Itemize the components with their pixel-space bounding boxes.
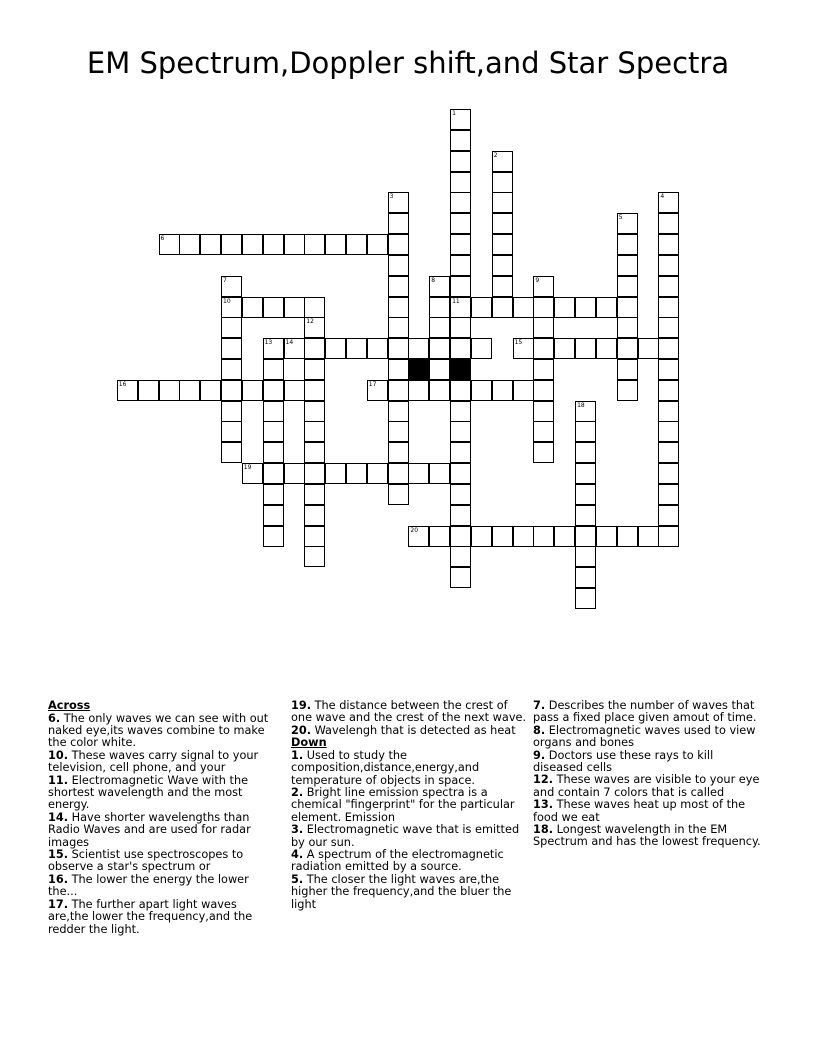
down-clue bbox=[533, 750, 765, 775]
crossword-cell[interactable] bbox=[658, 213, 679, 234]
crossword-cell[interactable] bbox=[471, 338, 492, 359]
clue-label: 14. bbox=[48, 810, 69, 824]
crossword-cell[interactable] bbox=[304, 463, 325, 484]
crossword-cell[interactable] bbox=[388, 442, 409, 463]
crossword-cell[interactable] bbox=[408, 526, 429, 547]
crossword-cell[interactable] bbox=[346, 234, 367, 255]
crossword-cell[interactable] bbox=[159, 234, 180, 255]
crossword-cell[interactable] bbox=[263, 463, 284, 484]
crossword-cell[interactable] bbox=[367, 380, 388, 401]
crossword-cell[interactable] bbox=[450, 317, 471, 338]
crossword-cell[interactable] bbox=[554, 297, 575, 318]
crossword-cell[interactable] bbox=[492, 151, 513, 172]
crossword-cell[interactable] bbox=[533, 276, 554, 297]
clue-label: 1. bbox=[291, 748, 304, 762]
clue-label: 2. bbox=[291, 786, 304, 800]
clue-number: 4 bbox=[660, 193, 665, 201]
crossword-cell[interactable] bbox=[450, 234, 471, 255]
crossword-cell[interactable] bbox=[263, 234, 284, 255]
crossword-cell[interactable] bbox=[450, 421, 471, 442]
crossword-cell[interactable] bbox=[429, 359, 450, 380]
crossword-cell[interactable] bbox=[513, 297, 534, 318]
crossword-cell[interactable] bbox=[304, 380, 325, 401]
crossword-cell[interactable] bbox=[554, 526, 575, 547]
clue-text: These waves are visible to your eye and contain 7 colors that is called bbox=[533, 773, 760, 799]
page-title: EM Spectrum,Doppler shift,and Star Spectra bbox=[86, 46, 730, 80]
down-clue bbox=[533, 774, 765, 799]
crossword-cell[interactable] bbox=[304, 421, 325, 442]
crossword-cell[interactable] bbox=[179, 234, 200, 255]
crossword-cell[interactable] bbox=[617, 297, 638, 318]
clue-number: 9 bbox=[535, 276, 540, 284]
crossword-cell[interactable] bbox=[658, 442, 679, 463]
across-clue bbox=[48, 899, 276, 936]
crossword-cell[interactable] bbox=[492, 255, 513, 276]
clue-number: 20 bbox=[410, 526, 419, 534]
crossword-cell[interactable] bbox=[388, 401, 409, 422]
crossword-cell[interactable] bbox=[658, 401, 679, 422]
crossword-cell[interactable] bbox=[492, 234, 513, 255]
crossword-cell[interactable] bbox=[658, 463, 679, 484]
across-heading: Across bbox=[48, 699, 91, 712]
clue-text: The lower the energy the lower the... bbox=[48, 872, 249, 899]
crossword-cell[interactable] bbox=[221, 401, 242, 422]
crossword-cell[interactable] bbox=[658, 234, 679, 255]
crossword-cell[interactable] bbox=[304, 526, 325, 547]
crossword-cell[interactable] bbox=[575, 442, 596, 463]
across-clue bbox=[48, 849, 276, 874]
crossword-cell[interactable] bbox=[284, 297, 305, 318]
crossword-cell[interactable] bbox=[658, 317, 679, 338]
crossword-cell[interactable] bbox=[513, 338, 534, 359]
crossword-cell[interactable] bbox=[263, 297, 284, 318]
crossword-cell[interactable] bbox=[658, 276, 679, 297]
crossword-cell[interactable] bbox=[429, 463, 450, 484]
down-clue bbox=[533, 799, 765, 824]
crossword-cell[interactable] bbox=[492, 380, 513, 401]
clue-text: Electromagnetic wave that is emitted by our sun. bbox=[291, 823, 520, 849]
clue-number: 18 bbox=[577, 401, 585, 409]
crossword-cell[interactable] bbox=[367, 234, 388, 255]
clue-number: 14 bbox=[285, 339, 294, 347]
crossword-cell[interactable] bbox=[658, 338, 679, 359]
clue-number: 12 bbox=[306, 318, 314, 326]
clue-label: 19. bbox=[291, 699, 312, 712]
crossword-cell[interactable] bbox=[263, 505, 284, 526]
crossword-cell[interactable] bbox=[284, 463, 305, 484]
crossword-cell[interactable] bbox=[221, 442, 242, 463]
crossword-cell[interactable] bbox=[221, 317, 242, 338]
clue-number: 5 bbox=[618, 214, 623, 222]
crossword-cell[interactable] bbox=[200, 380, 221, 401]
crossword-cell[interactable] bbox=[117, 380, 138, 401]
crossword-cell[interactable] bbox=[304, 484, 325, 505]
crossword-cell[interactable] bbox=[388, 192, 409, 213]
crossword-cell[interactable] bbox=[179, 380, 200, 401]
crossword-cell[interactable] bbox=[304, 401, 325, 422]
crossword-cell[interactable] bbox=[200, 234, 221, 255]
crossword-cell[interactable] bbox=[429, 297, 450, 318]
crossword-cell[interactable] bbox=[408, 338, 429, 359]
clue-label: 20. bbox=[291, 723, 312, 737]
crossword-cell[interactable] bbox=[575, 546, 596, 567]
crossword-cell[interactable] bbox=[221, 297, 242, 318]
clue-text: These waves carry signal to your television, cell phone, and your bbox=[48, 748, 259, 775]
crossword-cell[interactable] bbox=[638, 338, 659, 359]
crossword-cell[interactable] bbox=[263, 359, 284, 380]
crossword-cell[interactable] bbox=[221, 421, 242, 442]
crossword-cell[interactable] bbox=[658, 359, 679, 380]
clue-label: 5. bbox=[291, 872, 304, 886]
crossword-cell[interactable] bbox=[575, 484, 596, 505]
crossword-cell[interactable] bbox=[617, 234, 638, 255]
crossword-cell[interactable] bbox=[450, 109, 471, 130]
crossword-cell[interactable] bbox=[533, 338, 554, 359]
crossword-cell[interactable] bbox=[658, 421, 679, 442]
crossword-cell[interactable] bbox=[450, 546, 471, 567]
crossword-cell[interactable] bbox=[450, 338, 471, 359]
crossword-cell[interactable] bbox=[471, 526, 492, 547]
crossword-cell[interactable] bbox=[263, 401, 284, 422]
crossword-cell[interactable] bbox=[408, 463, 429, 484]
clue-label: 9. bbox=[533, 748, 546, 762]
crossword-cell[interactable] bbox=[617, 213, 638, 234]
crossword-cell[interactable] bbox=[408, 380, 429, 401]
crossword-cell[interactable] bbox=[221, 234, 242, 255]
crossword-cell[interactable] bbox=[575, 421, 596, 442]
crossword-cell[interactable] bbox=[263, 421, 284, 442]
crossword-cell[interactable] bbox=[450, 567, 471, 588]
crossword-cell[interactable] bbox=[388, 421, 409, 442]
crossword-cell[interactable] bbox=[263, 484, 284, 505]
clue-label: 17. bbox=[48, 897, 69, 911]
crossword-cell[interactable] bbox=[492, 276, 513, 297]
crossword-cell[interactable] bbox=[263, 526, 284, 547]
crossword-cell[interactable] bbox=[492, 297, 513, 318]
crossword-cell[interactable] bbox=[304, 505, 325, 526]
clues-column-1 bbox=[48, 700, 276, 936]
crossword-cell[interactable] bbox=[284, 234, 305, 255]
clue-label: 16. bbox=[48, 872, 69, 886]
crossword-cell[interactable] bbox=[304, 442, 325, 463]
crossword-cell[interactable] bbox=[388, 276, 409, 297]
clue-label: 8. bbox=[533, 723, 546, 737]
clues-column-3 bbox=[533, 700, 765, 849]
clue-text: Electromagnetic Wave with the shortest wavelength and the most energy. bbox=[48, 773, 249, 812]
crossword-cell[interactable] bbox=[325, 463, 346, 484]
crossword-cell[interactable] bbox=[388, 255, 409, 276]
clue-number: 11 bbox=[452, 297, 460, 305]
crossword-cell[interactable] bbox=[388, 380, 409, 401]
clue-number: 1 bbox=[452, 110, 456, 117]
crossword-cell[interactable] bbox=[325, 338, 346, 359]
down-clue bbox=[291, 849, 527, 874]
crossword-cell[interactable] bbox=[450, 192, 471, 213]
crossword-cell[interactable] bbox=[242, 297, 263, 318]
across-clue bbox=[48, 775, 276, 812]
crossword-cell[interactable] bbox=[429, 276, 450, 297]
crossword-cell[interactable] bbox=[263, 380, 284, 401]
crossword-cell[interactable] bbox=[304, 338, 325, 359]
crossword-cell[interactable] bbox=[263, 442, 284, 463]
crossword-cell[interactable] bbox=[429, 338, 450, 359]
clue-text: Have shorter wavelengths than Radio Waves and are used for radar images bbox=[48, 810, 251, 849]
crossword-cell[interactable] bbox=[658, 505, 679, 526]
crossword-cell[interactable] bbox=[575, 297, 596, 318]
crossword-cell[interactable] bbox=[450, 463, 471, 484]
across-clue bbox=[48, 874, 276, 899]
crossword-cell[interactable] bbox=[575, 463, 596, 484]
crossword-cell[interactable] bbox=[388, 213, 409, 234]
clue-label: 15. bbox=[48, 848, 69, 862]
clue-text: Doctors use these rays to kill diseased cells bbox=[533, 748, 714, 775]
crossword-cell[interactable] bbox=[658, 484, 679, 505]
crossword-block bbox=[450, 359, 471, 380]
clue-text: Scientist use spectroscopes to observe a star's spectrum or bbox=[48, 848, 244, 874]
across-clue bbox=[48, 812, 276, 849]
across-clue bbox=[291, 700, 527, 725]
crossword-cell[interactable] bbox=[221, 359, 242, 380]
crossword-cell[interactable] bbox=[450, 276, 471, 297]
crossword-cell[interactable] bbox=[492, 213, 513, 234]
crossword-cell[interactable] bbox=[492, 172, 513, 193]
clue-number: 2 bbox=[493, 151, 498, 159]
crossword-cell[interactable] bbox=[492, 526, 513, 547]
crossword-cell[interactable] bbox=[596, 297, 617, 318]
crossword-cell[interactable] bbox=[450, 526, 471, 547]
crossword-cell[interactable] bbox=[658, 297, 679, 318]
clue-label: 3. bbox=[291, 823, 304, 837]
crossword-cell[interactable] bbox=[575, 338, 596, 359]
crossword-cell[interactable] bbox=[450, 213, 471, 234]
clue-number: 17 bbox=[368, 380, 377, 388]
crossword-cell[interactable] bbox=[304, 359, 325, 380]
crossword-cell[interactable] bbox=[159, 380, 180, 401]
crossword-cell[interactable] bbox=[533, 401, 554, 422]
crossword-cell[interactable] bbox=[388, 317, 409, 338]
down-clue bbox=[291, 824, 527, 849]
crossword-cell[interactable] bbox=[450, 130, 471, 151]
crossword-cell[interactable] bbox=[533, 380, 554, 401]
crossword-cell[interactable] bbox=[304, 234, 325, 255]
clue-text: The closer the light waves are,the higher the frequency,and the bluer the light bbox=[291, 872, 512, 911]
crossword-cell[interactable] bbox=[450, 484, 471, 505]
crossword-cell[interactable] bbox=[346, 463, 367, 484]
clue-label: 6. bbox=[48, 711, 61, 725]
clue-label: 18. bbox=[533, 823, 554, 837]
crossword-block bbox=[408, 359, 429, 380]
clue-label: 12. bbox=[533, 773, 554, 787]
crossword-cell[interactable] bbox=[596, 338, 617, 359]
crossword-cell[interactable] bbox=[450, 172, 471, 193]
crossword-cell[interactable] bbox=[429, 380, 450, 401]
crossword-cell[interactable] bbox=[221, 380, 242, 401]
clue-text: These waves heat up most of the food we eat bbox=[533, 798, 746, 824]
crossword-cell[interactable] bbox=[325, 234, 346, 255]
down-clue bbox=[291, 874, 527, 911]
clue-label: 11. bbox=[48, 773, 69, 787]
down-clue bbox=[291, 750, 527, 787]
crossword-cell[interactable] bbox=[471, 297, 492, 318]
clue-number: 15 bbox=[514, 339, 523, 347]
crossword-cell[interactable] bbox=[346, 338, 367, 359]
crossword-cell[interactable] bbox=[554, 338, 575, 359]
crossword-cell[interactable] bbox=[617, 255, 638, 276]
crossword-cell[interactable] bbox=[617, 526, 638, 547]
clues-column-2 bbox=[291, 700, 527, 911]
crossword-cell[interactable] bbox=[450, 380, 471, 401]
across-clue bbox=[48, 750, 276, 775]
crossword-cell[interactable] bbox=[658, 526, 679, 547]
crossword-cell[interactable] bbox=[471, 380, 492, 401]
crossword-cell[interactable] bbox=[388, 359, 409, 380]
crossword-cell[interactable] bbox=[533, 359, 554, 380]
clue-text: The further apart light waves are,the lower the frequency,and the redder the light. bbox=[48, 897, 253, 936]
crossword-cell[interactable] bbox=[638, 526, 659, 547]
clue-label: 13. bbox=[533, 798, 554, 812]
clue-number: 19 bbox=[243, 464, 252, 472]
crossword-cell[interactable] bbox=[367, 338, 388, 359]
clue-number: 16 bbox=[118, 380, 127, 388]
crossword-cell[interactable] bbox=[617, 380, 638, 401]
crossword-cell[interactable] bbox=[221, 338, 242, 359]
crossword-cell[interactable] bbox=[388, 463, 409, 484]
crossword-cell[interactable] bbox=[513, 380, 534, 401]
crossword-cell[interactable] bbox=[242, 234, 263, 255]
down-clue bbox=[533, 824, 765, 849]
crossword-cell[interactable] bbox=[367, 463, 388, 484]
crossword-cell[interactable] bbox=[533, 526, 554, 547]
crossword-cell[interactable] bbox=[617, 276, 638, 297]
clue-number: 3 bbox=[389, 193, 394, 201]
crossword-cell[interactable] bbox=[304, 546, 325, 567]
clue-label: 7. bbox=[533, 699, 546, 712]
crossword-cell[interactable] bbox=[575, 401, 596, 422]
crossword-cell[interactable] bbox=[492, 192, 513, 213]
crossword-cell[interactable] bbox=[450, 505, 471, 526]
crossword-cell[interactable] bbox=[617, 317, 638, 338]
crossword-cell[interactable] bbox=[388, 297, 409, 318]
across-clue bbox=[48, 713, 276, 750]
crossword-cell[interactable] bbox=[575, 588, 596, 609]
crossword-cell[interactable] bbox=[221, 276, 242, 297]
clue-text: A spectrum of the electromagnetic radiation emitted by a source. bbox=[291, 848, 504, 874]
crossword-cell[interactable] bbox=[450, 255, 471, 276]
down-clue bbox=[291, 787, 527, 824]
crossword-cell[interactable] bbox=[596, 526, 617, 547]
crossword-cell[interactable] bbox=[533, 421, 554, 442]
crossword-cell[interactable] bbox=[242, 463, 263, 484]
crossword-cell[interactable] bbox=[304, 317, 325, 338]
clue-text: Used to study the composition,distance,energy,and temperature of objects in space. bbox=[291, 748, 480, 787]
down-clue bbox=[533, 725, 765, 750]
clue-label: 4. bbox=[291, 848, 304, 862]
clue-number: 7 bbox=[223, 276, 227, 284]
clue-text: The distance between the crest of one wave and the crest of the next wave. bbox=[291, 699, 527, 725]
crossword-cell[interactable] bbox=[533, 297, 554, 318]
clue-text: Bright line emission spectra is a chemical "fingerprint" for the particular element. Emission bbox=[291, 786, 515, 824]
clue-text: Wavelengh that is detected as heat bbox=[311, 723, 516, 737]
clue-number: 13 bbox=[264, 339, 273, 347]
crossword-cell[interactable] bbox=[284, 380, 305, 401]
crossword-cell[interactable] bbox=[533, 442, 554, 463]
crossword-cell[interactable] bbox=[617, 338, 638, 359]
crossword-cell[interactable] bbox=[138, 380, 159, 401]
crossword-cell[interactable] bbox=[450, 297, 471, 318]
crossword-cell[interactable] bbox=[513, 526, 534, 547]
crossword-cell[interactable] bbox=[263, 338, 284, 359]
crossword-cell[interactable] bbox=[450, 401, 471, 422]
crossword-cell[interactable] bbox=[533, 317, 554, 338]
down-heading: Down bbox=[291, 736, 327, 750]
crossword-cell[interactable] bbox=[284, 338, 305, 359]
crossword-cell[interactable] bbox=[617, 359, 638, 380]
down-clue bbox=[533, 700, 765, 725]
crossword-cell[interactable] bbox=[388, 234, 409, 255]
clue-number: 10 bbox=[223, 297, 231, 305]
crossword-cell[interactable] bbox=[304, 297, 325, 318]
crossword-cell[interactable] bbox=[658, 255, 679, 276]
crossword-cell[interactable] bbox=[575, 505, 596, 526]
clue-number: 8 bbox=[431, 276, 436, 284]
crossword-cell[interactable] bbox=[388, 338, 409, 359]
crossword-cell[interactable] bbox=[575, 567, 596, 588]
clue-text: The only waves we can see with out naked eye,its waves combine to make the color white. bbox=[48, 711, 269, 750]
crossword-cell[interactable] bbox=[658, 192, 679, 213]
clue-text: Electromagnetic waves used to view organs and bones bbox=[533, 723, 756, 750]
clue-number: 6 bbox=[160, 235, 165, 242]
crossword-cell[interactable] bbox=[575, 526, 596, 547]
crossword-cell[interactable] bbox=[242, 380, 263, 401]
crossword-cell[interactable] bbox=[450, 151, 471, 172]
crossword-cell[interactable] bbox=[450, 442, 471, 463]
clue-label: 10. bbox=[48, 748, 69, 762]
crossword-cell[interactable] bbox=[429, 317, 450, 338]
clue-text: Describes the number of waves that pass a fixed place given amout of time. bbox=[533, 699, 757, 725]
crossword-cell[interactable] bbox=[388, 484, 409, 505]
crossword-cell[interactable] bbox=[658, 380, 679, 401]
clue-text: Longest wavelength in the EM Spectrum and has the lowest frequency. bbox=[533, 823, 761, 849]
crossword-cell[interactable] bbox=[429, 526, 450, 547]
